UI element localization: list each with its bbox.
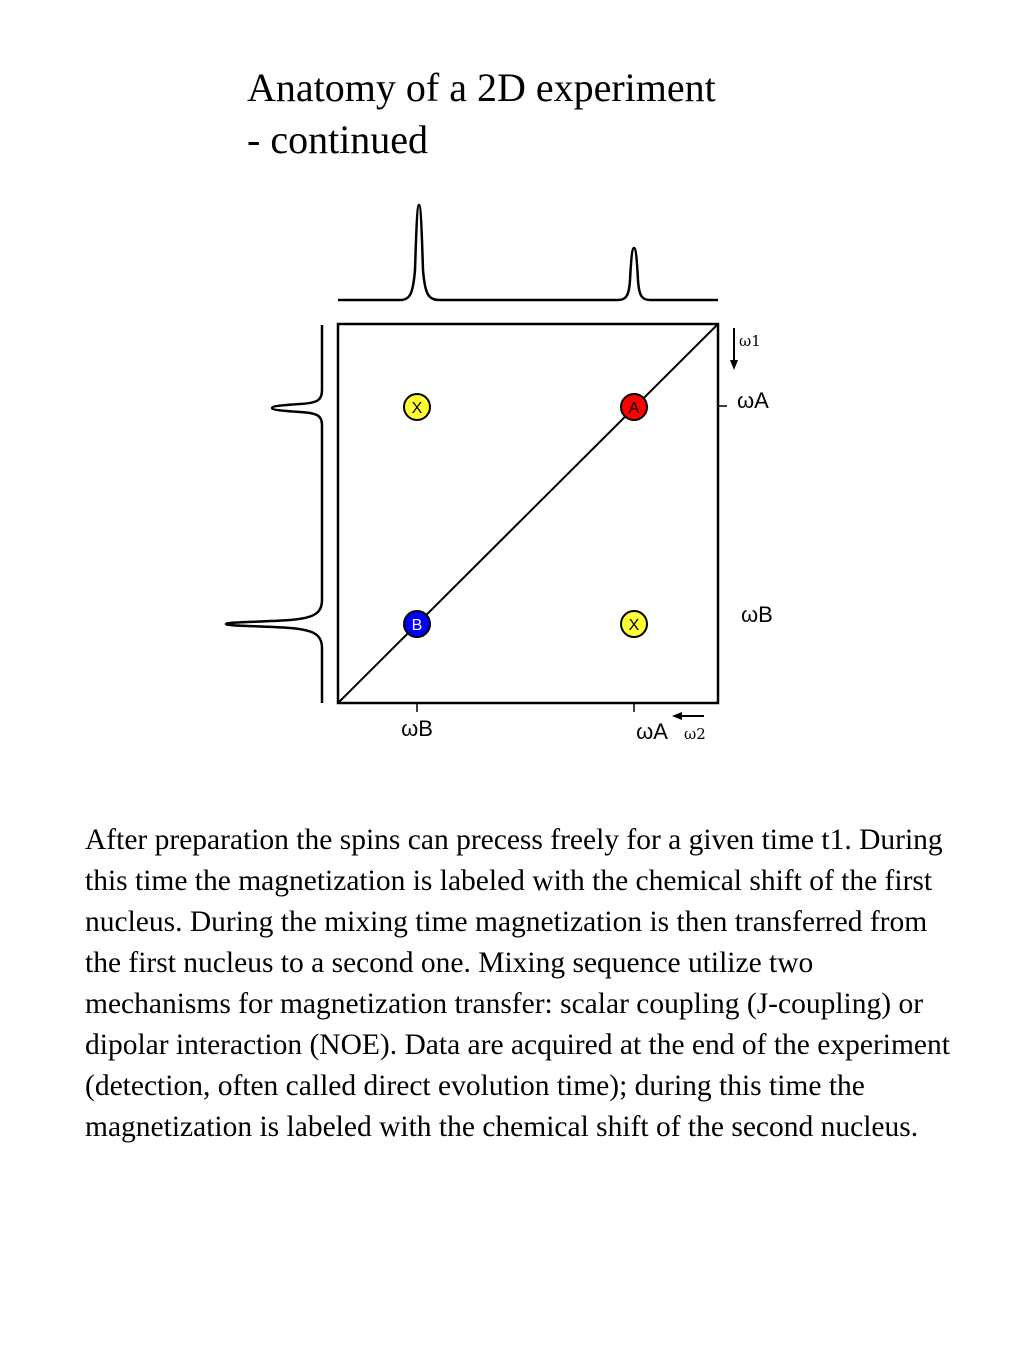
row-label-omega-b: ωB xyxy=(741,602,773,627)
peak-label-b: B xyxy=(411,617,423,634)
peak-label-x-2: X xyxy=(628,617,640,634)
col-label-omega-b: ωB xyxy=(401,716,433,741)
left-projection-spectrum xyxy=(226,325,322,703)
omega1-arrow xyxy=(730,328,738,370)
diagonal-peak-B xyxy=(404,611,430,637)
top-projection-spectrum xyxy=(338,205,718,300)
col-label-omega-a: ωA xyxy=(636,719,668,744)
description-paragraph: After preparation the spins can precess freely for a given time t1. During this time the magnetization is labeled with the chemical shift of the first nucleus. During the mixing time magnetization is then transferred from the first nucleus to a second one. Mixing sequence utilize two mechanisms for magnetization transfer: scalar coupling (J-coupling) or dipolar interaction (NOE). Data are acquired at the end of the experiment (detection, often called direct evolution time); during this time the magnetization is labeled with the chemical shift of the second nucleus. xyxy=(85,824,950,1143)
cross-peak-top-left xyxy=(404,394,430,420)
title-line-1: Anatomy of a 2D experiment xyxy=(247,65,716,110)
omega1-label: ω1 xyxy=(739,332,761,350)
title-line-2: - continued xyxy=(247,117,429,162)
peak-label-x: X xyxy=(411,400,423,417)
cross-peak-bottom-right xyxy=(621,611,647,637)
peak-label-a: A xyxy=(628,400,640,417)
row-label-omega-a: ωA xyxy=(737,388,769,413)
diagonal-peak-A xyxy=(621,394,647,420)
omega2-label: ω2 xyxy=(684,725,706,743)
diagonal-line xyxy=(338,324,718,703)
omega2-arrow xyxy=(672,712,704,720)
